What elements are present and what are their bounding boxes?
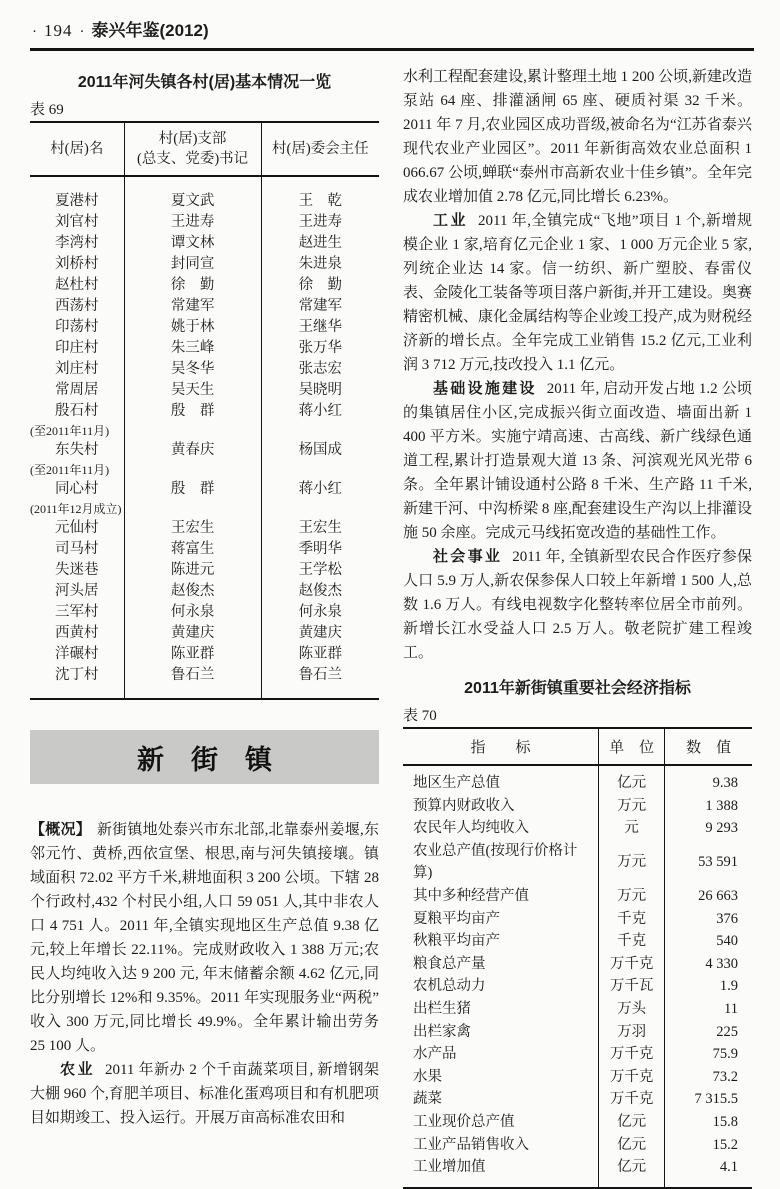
table-row xyxy=(403,765,752,795)
cell-village-name: 西荡村 xyxy=(30,296,124,317)
cell-director: 王学松 xyxy=(298,562,343,578)
industry-paragraph xyxy=(403,209,752,377)
col-header-line1: 村(居)支部 xyxy=(158,131,227,147)
table-row xyxy=(30,623,379,644)
table-row xyxy=(30,338,379,359)
cell-village-name: 东失村 xyxy=(30,440,124,461)
cell-value: 26 663 xyxy=(698,887,738,904)
table-row xyxy=(403,1043,752,1066)
cell-secretary: 黄春庆 xyxy=(124,440,261,461)
cell-secretary: 姚于林 xyxy=(124,317,261,338)
agriculture-label: 农业 xyxy=(60,1062,95,1078)
cell-indicator: 工业产品销售收入 xyxy=(403,1134,598,1157)
cell-director: 陈亚群 xyxy=(298,646,343,662)
cell-village-name: 印荡村 xyxy=(30,317,124,338)
cell-indicator: 蔬菜 xyxy=(403,1088,598,1111)
cell-director: 赵俊杰 xyxy=(298,583,343,599)
cell-value: 11 xyxy=(724,1000,738,1017)
cell-director: 王 乾 xyxy=(298,193,343,209)
cell-secretary: 殷 群 xyxy=(124,479,261,500)
cell-indicator: 夏粮平均亩产 xyxy=(403,908,598,931)
table-row xyxy=(403,840,752,885)
cell-village-name: 殷石村 xyxy=(30,401,124,422)
infrastructure-text: 2011 年, 启动开发占地 1.2 公顷的集镇居住小区,完成振兴街立面改造、墙面出新 1 400 平方米。实施宁靖高速、古高线、新广线绿色通道工程,累计打造景观大道 13 条、河滨观光风光带 6 条。全年累计铺设通村公路 8 千米、生产路 11 千米,新建干河、中沟桥梁 8 座,配套建设生产沟以上排灌设施 50 余座。完成元马线拓宽改造的基础性工作。 xyxy=(403,381,752,541)
cell-secretary: 赵俊杰 xyxy=(124,581,261,602)
agriculture-paragraph xyxy=(30,1058,379,1130)
cell-value: 376 xyxy=(716,910,738,927)
cell-indicator: 工业增加值 xyxy=(403,1156,598,1188)
cell-empty xyxy=(261,422,379,440)
header-rule xyxy=(30,48,754,51)
cell-village-name: 夏港村 xyxy=(30,176,124,212)
table-row xyxy=(30,401,379,422)
table-header-row xyxy=(30,122,379,176)
cell-indicator: 水产品 xyxy=(403,1043,598,1066)
cell-value: 540 xyxy=(716,933,738,950)
section-banner-xinjie-town xyxy=(30,730,379,784)
table-row xyxy=(403,1156,752,1188)
cell-unit: 万千克 xyxy=(598,1043,664,1066)
cell-value: 4.1 xyxy=(719,1159,738,1176)
table-header-row xyxy=(403,728,752,765)
cell-unit: 亿元 xyxy=(598,1111,664,1134)
cell-unit: 万元 xyxy=(598,885,664,908)
table-row xyxy=(403,1088,752,1111)
table70-header xyxy=(403,728,752,765)
table-note-row xyxy=(30,500,379,518)
cell-village-name: 赵杜村 xyxy=(30,275,124,296)
cell-value: 4 330 xyxy=(705,955,738,972)
cell-director: 王进寿 xyxy=(298,214,343,230)
table-row xyxy=(30,539,379,560)
cell-secretary: 王宏生 xyxy=(124,518,261,539)
cell-unit: 万头 xyxy=(598,998,664,1021)
cell-secretary: 陈进元 xyxy=(124,560,261,581)
cell-value: 15.8 xyxy=(712,1113,738,1130)
table-row xyxy=(403,930,752,953)
table-row xyxy=(403,998,752,1021)
cell-empty xyxy=(261,461,379,479)
col-header-indicator: 指 标 xyxy=(403,728,598,765)
table-row xyxy=(403,1134,752,1157)
cell-indicator: 出栏家禽 xyxy=(403,1021,598,1044)
cell-secretary: 夏文武 xyxy=(124,176,261,212)
cell-indicator: 农机总动力 xyxy=(403,975,598,998)
table70-body xyxy=(403,765,752,1188)
cell-empty xyxy=(261,500,379,518)
cell-director: 张志宏 xyxy=(298,361,343,377)
cell-secretary: 鲁石兰 xyxy=(124,665,261,699)
social-paragraph xyxy=(403,545,752,665)
cell-village-name: 常周居 xyxy=(30,380,124,401)
cell-value: 1 388 xyxy=(705,797,738,814)
cell-village-name: 刘庄村 xyxy=(30,359,124,380)
col-header-committee-director: 村(居)委会主任 xyxy=(261,122,379,176)
book-title: 泰兴年鉴(2012) xyxy=(91,21,209,40)
table69 xyxy=(30,121,379,700)
cell-director: 张万华 xyxy=(298,340,343,356)
cell-director: 王继华 xyxy=(298,319,343,335)
table69-title: 2011年河失镇各村(居)基本情况一览 xyxy=(77,74,332,91)
cell-unit: 万千克 xyxy=(598,953,664,976)
cell-indicator: 农民年人均纯收入 xyxy=(403,817,598,840)
cell-unit: 万千克 xyxy=(598,1066,664,1089)
table-row xyxy=(30,602,379,623)
cell-director: 杨国成 xyxy=(298,442,343,458)
section-banner-title: 新 街 镇 xyxy=(137,744,272,775)
table-row xyxy=(403,885,752,908)
cell-unit: 亿元 xyxy=(598,1134,664,1157)
cell-director: 王宏生 xyxy=(298,520,343,536)
cell-director: 鲁石兰 xyxy=(298,667,343,683)
cell-indicator: 水果 xyxy=(403,1066,598,1089)
table-row xyxy=(30,665,379,699)
social-text: 2011 年, 全镇新型农民合作医疗参保人口 5.9 万人,新农保参保人口较上年新增 1 500 人,总数 1.6 万人。有线电视数字化整转率位居全市前列。新增长江水受益人口 2.5 万人。敬老院扩建工程竣工。 xyxy=(403,549,752,661)
cell-secretary: 王进寿 xyxy=(124,212,261,233)
cell-unit: 万元 xyxy=(598,795,664,818)
right-column xyxy=(403,59,752,1189)
industry-label: 工业 xyxy=(433,213,469,229)
table-row xyxy=(30,518,379,539)
table-row xyxy=(30,317,379,338)
cell-value: 9.38 xyxy=(712,775,738,791)
table-row xyxy=(30,644,379,665)
table-row xyxy=(30,212,379,233)
cell-indicator: 农业总产值(按现行价格计算) xyxy=(403,840,598,885)
cell-unit: 万千瓦 xyxy=(598,975,664,998)
cell-secretary: 殷 群 xyxy=(124,401,261,422)
cell-village-name: 刘桥村 xyxy=(30,254,124,275)
table-note-row xyxy=(30,422,379,440)
cell-village-name: 失迷巷 xyxy=(30,560,124,581)
overview-label: 【概况】 xyxy=(30,821,91,838)
cell-village-note: (至2011年11月) xyxy=(30,422,124,440)
cell-secretary: 黄建庆 xyxy=(124,623,261,644)
cell-secretary: 陈亚群 xyxy=(124,644,261,665)
cell-unit: 万千克 xyxy=(598,1088,664,1111)
table-row xyxy=(30,581,379,602)
industry-text: 2011 年,全镇完成“飞地”项目 1 个,新增规模企业 1 家,培育亿元企业 1 家、1 000 万元企业 5 家,列统企业达 14 家。信一纺织、新广塑胶、春雷仪表、金陵化工装备等项目落户新街,并开工建设。奥赛精密机械、康化金属结构等企业竣工投产,成为财税经济新的增长点。全年完成工业销售 15.2 亿元,工业利润 3 712 万元,技改投入 1.1 亿元。 xyxy=(403,213,752,373)
infrastructure-label: 基础设施建设 xyxy=(433,381,537,397)
agriculture-text: 2011 年新办 2 个千亩蔬菜项目, 新增钢架大棚 960 个,育肥羊项目、标准化蛋鸡项目和有机肥项目如期竣工、投入运行。开展万亩高标准农田和 xyxy=(30,1062,379,1126)
cell-unit: 千克 xyxy=(598,908,664,931)
cell-director: 蒋小红 xyxy=(298,481,343,497)
cell-secretary: 何永泉 xyxy=(124,602,261,623)
left-column xyxy=(30,59,379,1189)
table-row xyxy=(403,975,752,998)
cell-village-name: 西黄村 xyxy=(30,623,124,644)
table-row xyxy=(30,440,379,461)
cell-director: 徐 勤 xyxy=(298,277,343,293)
cell-village-name: 刘官村 xyxy=(30,212,124,233)
cell-director: 黄建庆 xyxy=(298,625,343,641)
table-row xyxy=(403,1021,752,1044)
cell-director: 蒋小红 xyxy=(298,403,343,419)
cell-village-name: 印庄村 xyxy=(30,338,124,359)
cell-unit: 万羽 xyxy=(598,1021,664,1044)
cell-director: 常建军 xyxy=(298,298,343,314)
table-note-row xyxy=(30,461,379,479)
cell-value: 53 591 xyxy=(698,854,738,871)
col-header-party-secretary xyxy=(124,122,261,176)
cell-indicator: 预算内财政收入 xyxy=(403,795,598,818)
overview-text: 新街镇地处泰兴市东北部,北靠泰州姜堰,东邻元竹、黄桥,西依宣堡、根思,南与河失镇接壤。镇域面积 72.02 平方千米,耕地面积 3 200 公顷。下辖 28 个行政村,432 个村民小组,人口 59 051 人,其中非农人口 4 751 人。2011 年,全镇实现地区生产总值 9.38 亿元,较上年增长 22.11%。完成财政收入 1 388 万元;农民人均纯收入达 9 200 元, 年末储蓄余额 4.62 亿元,同比分别增长 12%和 9.35%。2011 年实现服务业“两税”收入 300 万元,同比增长 49.9%。全年累计输出劳务 25 100 人。 xyxy=(30,822,379,1054)
table-row xyxy=(30,560,379,581)
cell-village-name: 李湾村 xyxy=(30,233,124,254)
col-header-line2: (总支、党委)书记 xyxy=(137,151,249,167)
cell-value: 75.9 xyxy=(712,1046,738,1063)
table-row xyxy=(30,359,379,380)
table-row xyxy=(30,380,379,401)
cell-unit: 亿元 xyxy=(598,1156,664,1188)
cell-value: 1.9 xyxy=(719,978,738,995)
cell-director: 吴晓明 xyxy=(298,382,343,398)
running-head xyxy=(30,16,754,46)
table70-title: 2011年新街镇重要社会经济指标 xyxy=(464,680,691,697)
cell-secretary: 朱三峰 xyxy=(124,338,261,359)
cell-indicator: 地区生产总值 xyxy=(403,765,598,795)
table-row xyxy=(403,908,752,931)
cell-village-name: 同心村 xyxy=(30,479,124,500)
cell-indicator: 出栏生猪 xyxy=(403,998,598,1021)
cell-village-name: 洋碾村 xyxy=(30,644,124,665)
cell-indicator: 粮食总产量 xyxy=(403,953,598,976)
infrastructure-paragraph xyxy=(403,377,752,545)
cell-unit: 元 xyxy=(598,817,664,840)
page-number: 194 xyxy=(44,21,73,40)
cell-director: 朱进泉 xyxy=(298,256,343,272)
table-row xyxy=(30,296,379,317)
cell-indicator: 秋粮平均亩产 xyxy=(403,930,598,953)
cell-director: 何永泉 xyxy=(298,604,343,620)
table-row xyxy=(30,275,379,296)
cell-indicator: 工业现价总产值 xyxy=(403,1111,598,1134)
cell-secretary: 吴天生 xyxy=(124,380,261,401)
table-row xyxy=(30,233,379,254)
cell-secretary: 封同宣 xyxy=(124,254,261,275)
table-row xyxy=(403,795,752,818)
dot-separator: · xyxy=(79,24,85,40)
cell-unit: 亿元 xyxy=(598,765,664,795)
cell-unit: 千克 xyxy=(598,930,664,953)
cell-empty xyxy=(124,461,261,479)
table-row xyxy=(30,479,379,500)
table-row xyxy=(403,817,752,840)
cell-director: 赵进生 xyxy=(298,235,343,251)
cell-value: 73.2 xyxy=(712,1068,738,1085)
table69-label: 表 69 xyxy=(30,102,64,118)
table69-header xyxy=(30,122,379,176)
table-row xyxy=(30,176,379,212)
continuation-paragraph: 水利工程配套建设,累计整理土地 1 200 公顷,新建改造泵站 64 座、排灌涵闸 65 座、硬质衬渠 32 千米。2011 年 7 月,农业园区成功晋级,被命名为“江苏省泰兴现代农业产业园区”。2011 年新街高效农业总面积 1 066.67 公顷,蝉联“泰州市高新农业十佳乡镇”。全年完成农业增加值 2.78 亿元,同比增长 6.23%。 xyxy=(403,69,752,205)
table69-body xyxy=(30,176,379,699)
col-header-unit: 单 位 xyxy=(598,728,664,765)
cell-empty xyxy=(124,500,261,518)
cell-unit: 万元 xyxy=(598,840,664,885)
cell-village-note: (2011年12月成立) xyxy=(30,500,124,518)
cell-village-note: (至2011年11月) xyxy=(30,461,124,479)
two-column-layout xyxy=(30,59,754,1189)
table-row xyxy=(403,1111,752,1134)
cell-secretary: 蒋富生 xyxy=(124,539,261,560)
cell-secretary: 吴冬华 xyxy=(124,359,261,380)
cell-empty xyxy=(124,422,261,440)
col-header-village-name: 村(居)名 xyxy=(30,122,124,176)
table-row xyxy=(403,1066,752,1089)
cell-director: 季明华 xyxy=(298,541,343,557)
cell-village-name: 司马村 xyxy=(30,539,124,560)
cell-village-name: 河头居 xyxy=(30,581,124,602)
table70 xyxy=(403,727,752,1189)
cell-indicator: 其中多种经营产值 xyxy=(403,885,598,908)
col-header-value: 数 值 xyxy=(665,728,752,765)
dot-separator: · xyxy=(32,24,37,40)
cell-secretary: 谭文林 xyxy=(124,233,261,254)
cell-secretary: 徐 勤 xyxy=(124,275,261,296)
cell-village-name: 三军村 xyxy=(30,602,124,623)
cell-value: 15.2 xyxy=(712,1136,738,1153)
cell-value: 7 315.5 xyxy=(694,1091,738,1108)
cell-secretary: 常建军 xyxy=(124,296,261,317)
table-row xyxy=(403,953,752,976)
table70-label: 表 70 xyxy=(403,708,437,724)
social-label: 社会事业 xyxy=(433,549,503,565)
cell-value: 9 293 xyxy=(705,820,738,837)
overview-paragraph xyxy=(30,818,379,1058)
cell-village-name: 沈丁村 xyxy=(30,665,124,699)
cell-value: 225 xyxy=(716,1023,738,1040)
table-row xyxy=(30,254,379,275)
cell-village-name: 元仙村 xyxy=(30,518,124,539)
